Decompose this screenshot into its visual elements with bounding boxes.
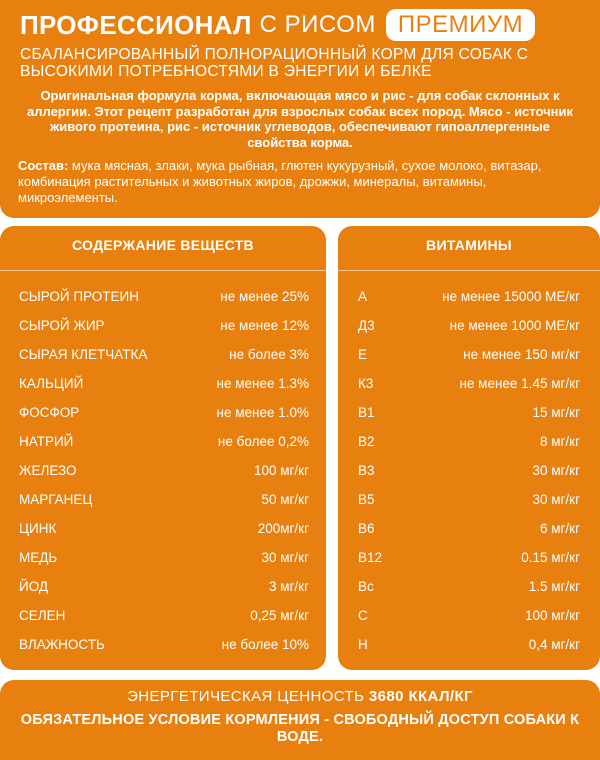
feeding-note: ОБЯЗАТЕЛЬНОЕ УСЛОВИЕ КОРМЛЕНИЯ - СВОБОДНЫЙ ДОСТУП СОБАКИ К ВОДЕ. [20,712,580,745]
header-panel [0,0,600,218]
nutrient-value: не более 0,2% [217,434,309,449]
nutrient-name: ЦИНК [19,521,57,536]
energy-label: ЭНЕРГЕТИЧЕСКАЯ ЦЕННОСТЬ [127,688,365,705]
vitamin-row [338,630,600,659]
nutrient-name: КАЛЬЦИЙ [19,376,84,391]
vitamin-value: не менее 1.45 мг/кг [459,376,580,391]
nutrient-name: НАТРИЙ [19,434,74,449]
vitamin-row [338,340,600,369]
nutrients-heading: СОДЕРЖАНИЕ ВЕЩЕСТВ [72,237,254,253]
nutrient-row [0,427,326,456]
vitamin-row [338,369,600,398]
vitamin-row [338,572,600,601]
vitamin-row [338,398,600,427]
nutrient-value: не менее 12% [220,318,309,333]
nutrient-value: не менее 1.0% [216,405,309,420]
nutrient-row [0,398,326,427]
nutrient-value: 100 мг/кг [253,463,309,478]
vitamin-value: 30 мг/кг [532,492,580,507]
vitamin-name: А [358,289,368,304]
nutrients-table [0,282,326,659]
vitamin-row [338,543,600,572]
vitamins-panel [338,226,600,670]
footer-panel [0,680,600,760]
product-description: Оригинальная формула корма, включающая мясо и рис - для собак склонных к аллергии. Этот рецепт разработан для взрослых собак всех пород. Мясо - источник живого протеина, рис - источник углеводов, обеспечивают гипоаллергенные свойства корма. [27,88,573,150]
nutrient-row [0,630,326,659]
nutrient-name: СЫРОЙ ПРОТЕИН [19,289,139,304]
vitamin-value: 30 мг/кг [532,463,580,478]
vitamin-name: В2 [358,434,375,449]
nutrient-value: 3 мг/кг [268,579,309,594]
vitamin-value: 6 мг/кг [539,521,580,536]
vitamin-value: 15 мг/кг [532,405,580,420]
nutrient-value: не менее 1.3% [216,376,309,391]
vitamins-table [338,282,600,659]
composition-text: мука мясная, злаки, мука рыбная, глютен кукурузный, сухое молоко, витазар, комбинация растительных и животных жиров, дрожжи, минералы, витамины, микроэлементы. [18,158,542,205]
vitamin-row [338,311,600,340]
vitamin-value: 0,4 мг/кг [528,637,580,652]
energy-value: 3680 ККАЛ/КГ [368,688,473,705]
nutrient-name: СЫРОЙ ЖИР [19,318,105,333]
vitamin-value: 1.5 мг/кг [528,579,580,594]
nutrient-value: не более 10% [221,637,309,652]
nutrient-row [0,514,326,543]
nutrient-name: ВЛАЖНОСТЬ [19,637,105,652]
vitamin-row [338,282,600,311]
vitamin-name: Вс [358,579,374,594]
product-title [20,8,535,42]
vitamin-name: В6 [358,521,375,536]
vitamin-name: В5 [358,492,375,507]
title-main: ПРОФЕССИОНАЛ [20,9,252,40]
nutrients-divider [0,270,326,271]
vitamins-divider [338,270,600,271]
nutrient-name: СЫРАЯ КЛЕТЧАТКА [19,347,148,362]
nutrient-row [0,456,326,485]
nutrient-value: 200мг/кг [257,521,309,536]
vitamin-name: Н [358,637,368,652]
nutrients-panel [0,226,326,670]
vitamin-name: В3 [358,463,375,478]
nutrient-name: ЖЕЛЕЗО [19,463,77,478]
vitamin-name: Д3 [358,318,375,333]
vitamin-value: не менее 1000 МЕ/кг [449,318,580,333]
vitamin-value: 100 мг/кг [524,608,580,623]
nutrient-name: СЕЛЕН [19,608,66,623]
vitamin-name: В1 [358,405,375,420]
vitamins-heading: ВИТАМИНЫ [426,237,512,253]
nutrient-row [0,485,326,514]
vitamin-name: С [358,608,368,623]
vitamin-row [338,427,600,456]
vitamin-value: 8 мг/кг [539,434,580,449]
vitamin-value: не менее 150 мг/кг [463,347,580,362]
nutrient-row [0,601,326,630]
nutrient-value: не менее 25% [220,289,309,304]
composition-label: Состав: [18,158,69,173]
composition [18,158,586,206]
vitamin-name: Е [358,347,368,362]
nutrient-name: ФОСФОР [19,405,80,420]
product-subtitle: СБАЛАНСИРОВАННЫЙ ПОЛНОРАЦИОННЫЙ КОРМ ДЛЯ СОБАК С ВЫСОКИМИ ПОТРЕБНОСТЯМИ В ЭНЕРГИИ И БЕЛКЕ [20,46,529,80]
premium-badge: ПРЕМИУМ [386,9,535,41]
nutrient-value: 30 мг/кг [261,550,309,565]
nutrient-name: МЕДЬ [19,550,58,565]
nutrient-row [0,572,326,601]
vitamin-name: В12 [358,550,383,565]
nutrient-row [0,340,326,369]
vitamin-name: К3 [358,376,374,391]
energy-value-line [0,688,600,705]
nutrient-value: 50 мг/кг [261,492,309,507]
nutrient-name: ЙОД [19,579,49,594]
nutrient-row [0,543,326,572]
nutrient-name: МАРГАНЕЦ [19,492,93,507]
nutrient-row [0,311,326,340]
vitamin-row [338,514,600,543]
nutrient-row [0,282,326,311]
vitamin-row [338,485,600,514]
vitamin-value: 0.15 мг/кг [521,550,580,565]
nutrient-value: не более 3% [229,347,309,362]
vitamin-value: не менее 15000 МЕ/кг [442,289,580,304]
vitamin-row [338,456,600,485]
nutrient-row [0,369,326,398]
vitamin-row [338,601,600,630]
nutrient-value: 0,25 мг/кг [250,608,309,623]
title-sub: С РИСОМ [259,11,376,38]
